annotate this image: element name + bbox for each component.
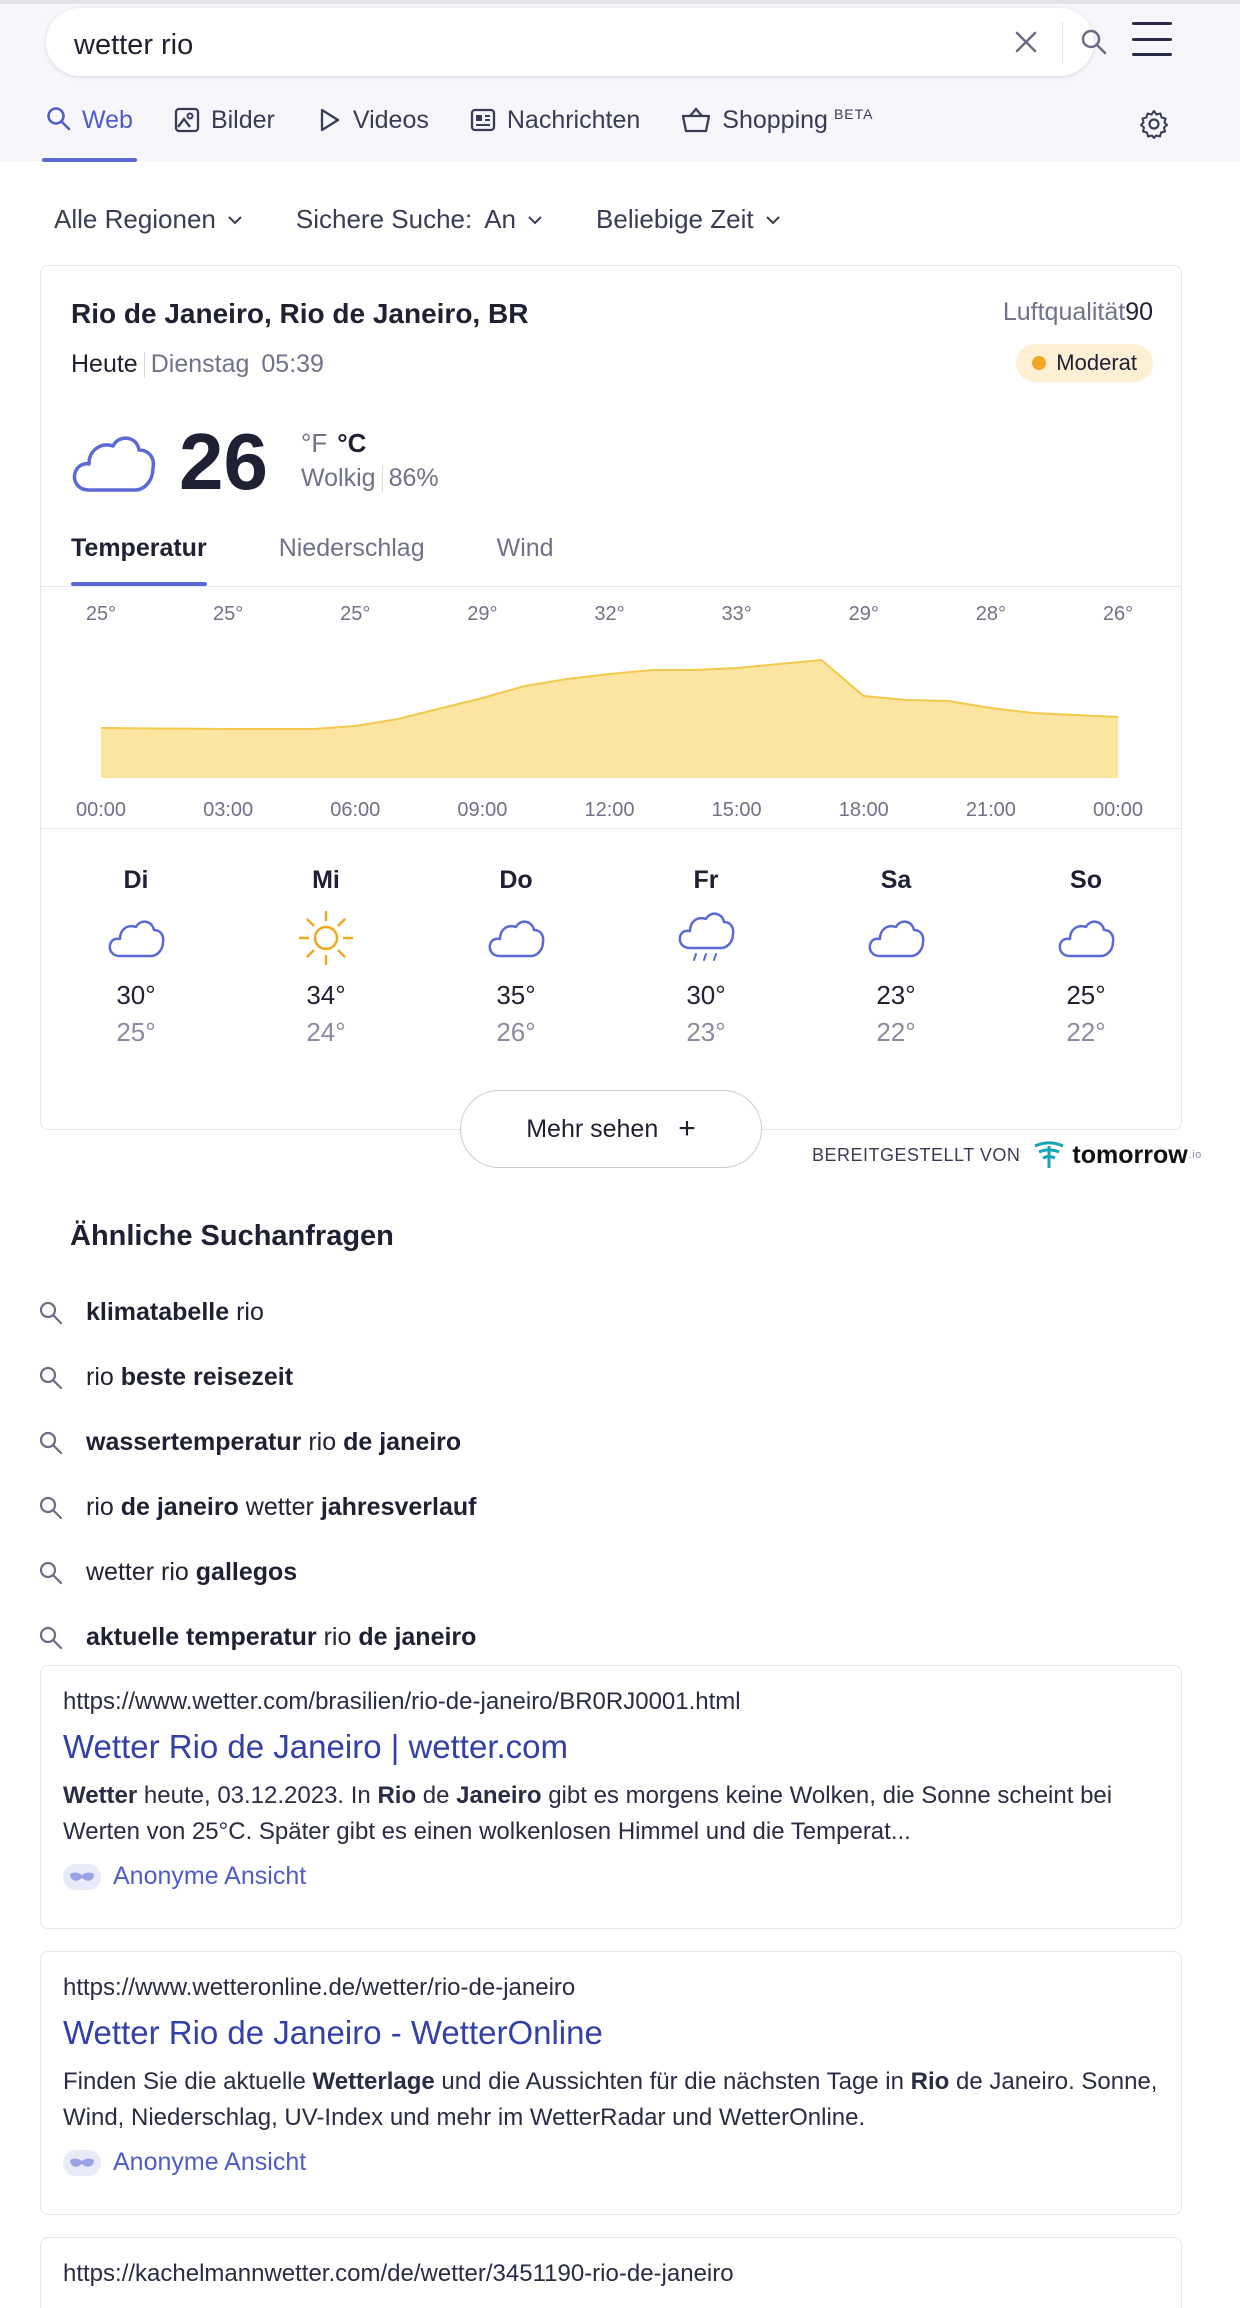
snippet-part: und die Aussichten für die nächsten Tage in (434, 2068, 911, 2095)
air-quality-badge (1016, 344, 1153, 382)
related-search-item[interactable] (38, 1605, 938, 1670)
menu-icon-bar (1132, 22, 1172, 25)
related-searches (38, 1280, 938, 1670)
anonymous-view-link[interactable] (63, 2148, 1159, 2177)
weather-date (71, 350, 324, 379)
search-icon (38, 1300, 64, 1326)
time-tick-label: 21:00 (965, 799, 1016, 821)
result-title[interactable]: Wetter Rio de Janeiro | wetter.com (63, 1728, 569, 1765)
settings-button[interactable] (1138, 108, 1170, 140)
related-search-part: rio (301, 1428, 344, 1456)
tab-precipitation[interactable]: Niederschlag (278, 534, 425, 562)
search-divider (1062, 22, 1063, 62)
related-search-item[interactable] (38, 1280, 938, 1345)
temperature-label: 28° (975, 603, 1006, 625)
beta-badge: BETA (833, 106, 874, 122)
forecast-day[interactable] (831, 866, 961, 1048)
current-temperature: 26 (179, 417, 268, 506)
unit-celsius[interactable]: °C (337, 428, 367, 458)
clear-search-button[interactable] (1010, 26, 1042, 58)
cloud-icon (866, 906, 926, 970)
forecast-day[interactable] (71, 866, 201, 1048)
news-icon (469, 106, 497, 134)
search-icon (38, 1625, 64, 1651)
forecast-day[interactable] (641, 866, 771, 1048)
rain-cloud-icon (676, 906, 736, 970)
time-tick-label: 03:00 (203, 799, 254, 821)
menu-button[interactable] (1132, 22, 1172, 56)
tab-news[interactable] (469, 100, 640, 162)
related-search-text (86, 1428, 461, 1457)
related-search-item[interactable] (38, 1345, 938, 1410)
cloud-icon (69, 426, 157, 503)
search-icon (38, 1495, 64, 1521)
brand-suffix: .io (1188, 1149, 1202, 1161)
gear-icon (1138, 108, 1170, 140)
tab-label: Shopping (722, 106, 828, 134)
result-title[interactable]: Wetter Rio de Janeiro - WetterOnline (63, 2014, 603, 2051)
search-input[interactable]: wetter rio (74, 29, 194, 61)
time-tick-label: 09:00 (457, 799, 508, 821)
tab-shopping[interactable] (680, 100, 873, 162)
forecast-high: 34° (306, 980, 346, 1010)
time-filter-label: Beliebige Zeit (596, 204, 754, 234)
forecast-day-name: Di (123, 866, 149, 894)
temperature-label: 25° (340, 603, 371, 625)
forecast-day[interactable] (261, 866, 391, 1048)
menu-icon-bar (1132, 38, 1172, 41)
weather-weekday: Dienstag (150, 350, 250, 378)
forecast-high: 30° (686, 980, 726, 1010)
result-url[interactable]: https://kachelmannwetter.com/de/wetter/3451190-rio-de-janeiro (63, 2260, 734, 2287)
tab-videos[interactable] (315, 100, 429, 162)
brand-name: tomorrow (1072, 1140, 1188, 1169)
divider (144, 352, 145, 378)
sun-icon (296, 906, 356, 970)
weather-condition (301, 464, 439, 493)
snippet-part: Wetter (63, 1782, 138, 1809)
forecast-low: 22° (876, 1017, 916, 1047)
related-search-part: rio (86, 1363, 121, 1391)
tab-temperature[interactable]: Temperatur (71, 534, 207, 586)
cloud-icon (106, 906, 166, 970)
result-snippet (63, 1778, 1159, 1850)
related-search-part: wetter rio (86, 1558, 196, 1586)
forecast-low: 22° (1066, 1017, 1106, 1047)
forecast-day-name: Fr (693, 866, 719, 894)
daily-forecast (41, 866, 1181, 1048)
forecast-day[interactable] (451, 866, 581, 1048)
weather-time: 05:39 (261, 350, 324, 378)
forecast-high: 25° (1066, 980, 1106, 1010)
condition-label: Wolkig (301, 464, 376, 492)
powered-by[interactable] (812, 1140, 1202, 1170)
snippet-part: gibt es morgens keine Wolken, die Sonne scheint bei Werten von 25°C. Später gibt es einen wolkenlosen Himmel und die Temperat... (63, 1782, 1113, 1845)
result-url[interactable]: https://www.wetteronline.de/wetter/rio-de-janeiro (63, 1974, 576, 2001)
search-result (40, 1951, 1182, 2215)
safe-search-filter[interactable] (296, 204, 544, 235)
time-tick-label: 12:00 (584, 799, 635, 821)
anonymous-view-link[interactable] (63, 1862, 1159, 1891)
snippet-part: heute, 03.12.2023. In (137, 1782, 378, 1809)
forecast-low: 23° (686, 1017, 726, 1047)
header (0, 0, 1240, 162)
forecast-low: 25° (116, 1017, 156, 1047)
temperature-label: 29° (467, 603, 498, 625)
related-search-part: aktuelle temperatur (86, 1623, 317, 1651)
chevron-down-icon (226, 214, 244, 226)
time-tick-label: 18:00 (838, 799, 889, 821)
weather-tabs (71, 534, 626, 586)
chevron-down-icon (764, 214, 782, 226)
search-icon (46, 106, 72, 132)
related-search-part: wassertemperatur (86, 1428, 302, 1456)
powered-by-label: BEREITGESTELLT VON (812, 1144, 1021, 1165)
related-search-text (86, 1623, 476, 1652)
weather-location: Rio de Janeiro, Rio de Janeiro, BR (71, 298, 529, 329)
region-filter-label: Alle Regionen (54, 204, 216, 234)
forecast-low: 26° (496, 1017, 536, 1047)
search-bar[interactable] (46, 8, 1094, 76)
close-icon (1013, 29, 1039, 55)
related-search-part: de janeiro (343, 1428, 462, 1456)
time-filter[interactable] (596, 204, 782, 235)
time-tick-label: 15:00 (711, 799, 762, 821)
tab-web[interactable] (46, 100, 133, 162)
snippet-part: de (416, 1782, 457, 1809)
image-icon (173, 106, 201, 134)
divider (382, 466, 383, 492)
forecast-high: 23° (876, 980, 916, 1010)
forecast-high: 35° (496, 980, 536, 1010)
cloud-icon (486, 906, 546, 970)
chevron-down-icon (526, 214, 544, 226)
temperature-label: 25° (213, 603, 244, 625)
snippet-part: Wetterlage (312, 2068, 435, 2095)
status-dot (1032, 356, 1046, 370)
anonymous-view-label: Anonyme Ansicht (113, 2148, 307, 2176)
result-url[interactable]: https://www.wetter.com/brasilien/rio-de-janeiro/BR0RJ0001.html (63, 1688, 741, 1715)
air-quality-status: Moderat (1056, 350, 1137, 375)
forecast-day-name: Mi (312, 866, 340, 894)
region-filter[interactable] (54, 204, 244, 235)
show-more-label: Mehr sehen (526, 1114, 659, 1143)
tab-label: Bilder (210, 106, 275, 134)
related-searches-title: Ähnliche Suchanfragen (70, 1220, 394, 1252)
tomorrow-logo-icon (1032, 1140, 1066, 1170)
forecast-day-name: So (1070, 866, 1102, 894)
tab-label: Web (82, 106, 133, 134)
search-icon (38, 1365, 64, 1391)
mask-icon (63, 1864, 101, 1890)
weather-today: Heute (71, 350, 138, 378)
humidity-value: 86% (388, 464, 439, 492)
search-result (40, 2237, 1182, 2308)
unit-toggle (301, 428, 366, 459)
related-search-part: wetter (238, 1493, 321, 1521)
forecast-day-name: Do (499, 866, 533, 894)
temperature-label: 32° (594, 603, 625, 625)
snippet-part: de Janeiro. Sonne, Wind, Niederschlag, UV-Index und mehr im WetterRadar und WetterOnline. (63, 2068, 1158, 2131)
tab-images[interactable] (173, 100, 275, 162)
show-more-button[interactable] (460, 1090, 762, 1168)
search-button[interactable] (1076, 24, 1112, 60)
temperature-label: 29° (848, 603, 879, 625)
temperature-label: 26° (1102, 603, 1134, 625)
snippet-part: Rio (910, 2068, 950, 2095)
search-icon (38, 1430, 64, 1456)
forecast-high: 30° (116, 980, 156, 1010)
divider (41, 828, 1181, 829)
forecast-low: 24° (306, 1017, 346, 1047)
search-tabs (46, 100, 913, 162)
forecast-day[interactable] (1021, 866, 1151, 1048)
search-icon (38, 1560, 64, 1586)
unit-fahrenheit[interactable]: °F (301, 428, 328, 458)
search-icon (1080, 28, 1108, 56)
related-search-part: gallegos (195, 1558, 298, 1586)
related-search-part: rio (316, 1623, 359, 1651)
temperature-chart (41, 588, 1181, 828)
snippet-part: Finden Sie die aktuelle (63, 2068, 313, 2095)
related-search-part: de janeiro (358, 1623, 477, 1651)
divider (41, 586, 1181, 587)
tab-wind[interactable]: Wind (496, 534, 554, 562)
shopping-basket-icon (680, 106, 712, 134)
related-search-part: rio (86, 1493, 121, 1521)
search-result (40, 1665, 1182, 1929)
play-icon (315, 106, 343, 134)
mask-icon (63, 2150, 101, 2176)
related-search-text (86, 1298, 264, 1327)
related-search-part: klimatabelle (86, 1298, 230, 1326)
related-search-item[interactable] (38, 1410, 938, 1475)
related-search-part: jahresverlauf (320, 1493, 477, 1521)
snippet-part: Janeiro (456, 1782, 542, 1809)
plus-icon: + (678, 1112, 696, 1145)
result-snippet (63, 2064, 1159, 2136)
time-tick-label: 00:00 (1092, 799, 1144, 821)
safe-search-label: Sichere Suche: (295, 204, 473, 234)
cloud-icon (1056, 906, 1116, 970)
safe-search-value: An (484, 204, 517, 234)
time-tick-label: 06:00 (330, 799, 381, 821)
temperature-area (101, 660, 1118, 778)
related-search-item[interactable] (38, 1540, 938, 1605)
anonymous-view-label: Anonyme Ansicht (113, 1862, 307, 1890)
snippet-part: Rio (377, 1782, 417, 1809)
related-search-text (86, 1558, 297, 1587)
related-search-part: rio (229, 1298, 264, 1326)
tab-label: Nachrichten (506, 106, 641, 134)
air-quality-value: 90 (1125, 298, 1153, 326)
related-search-item[interactable] (38, 1475, 938, 1540)
air-quality-label: Luftqualität (1002, 298, 1126, 326)
search-filters (54, 204, 834, 235)
related-search-part: de janeiro (120, 1493, 239, 1521)
temperature-label: 33° (721, 603, 752, 625)
temperature-label: 25° (85, 603, 117, 625)
tab-label: Videos (352, 106, 429, 134)
forecast-day-name: Sa (880, 866, 912, 894)
time-tick-label: 00:00 (75, 799, 127, 821)
related-search-text (86, 1493, 476, 1522)
menu-icon-bar (1132, 53, 1172, 56)
weather-card (40, 265, 1182, 1130)
air-quality (1003, 298, 1153, 327)
related-search-part: beste reisezeit (120, 1363, 294, 1391)
related-search-text (86, 1363, 293, 1392)
